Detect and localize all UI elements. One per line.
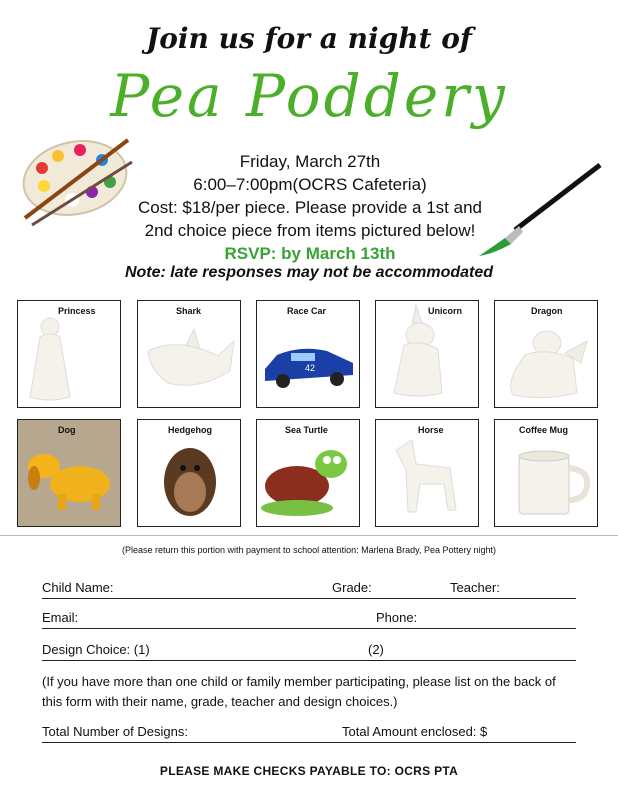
piece-label: Princess [58,306,96,316]
child-name-label: Child Name: [42,580,114,595]
sea-turtle-figurine-icon [257,420,360,527]
unicorn-figurine-icon [376,301,479,408]
event-time: 6:00–7:00pm(OCRS Cafeteria) [193,175,427,194]
piece-card-unicorn[interactable] [375,300,479,408]
event-date: Friday, March 27th [239,152,381,171]
coffee-mug-figurine-icon [495,420,598,527]
piece-card-princess[interactable] [17,300,121,408]
second-choice-label: (2) [368,642,384,657]
dragon-figurine-icon [495,301,598,408]
event-info [100,150,520,265]
event-title: Pea Poddery [110,62,508,130]
contact-line[interactable] [42,606,576,629]
princess-figurine-icon [18,301,121,408]
headline: Join us for a night of [146,22,472,55]
shark-figurine-icon [138,301,241,408]
piece-label: Race Car [287,306,327,316]
return-instructions: (Please return this portion with payment to school attention: Marlena Brady, Pea Pottery night) [121,545,497,555]
phone-label: Phone: [376,610,418,625]
total-designs-label: Total Number of Designs: [42,724,188,739]
piece-card-sea-turtle[interactable] [256,419,360,527]
piece-card-hedgehog[interactable] [137,419,241,527]
piece-label: Unicorn [428,306,463,316]
cost-line-1: Cost: $18/per piece. Please provide a 1st and [138,198,482,217]
dog-figurine-icon [18,420,121,527]
late-response-note: Note: late responses may not be accommodated [124,264,494,281]
piece-card-coffee-mug[interactable] [494,419,598,527]
child-info-line[interactable] [42,576,576,599]
email-label: Email: [42,610,79,625]
piece-label: Coffee Mug [519,425,568,435]
piece-card-dog[interactable] [17,419,121,527]
rsvp-deadline: RSVP: by March 13th [224,244,396,263]
cost-line-2: 2nd choice piece from items pictured below! [144,221,476,240]
cut-divider [0,535,618,536]
piece-card-horse[interactable] [375,419,479,527]
multiple-participants-note: (If you have more than one child or family member participating, please list on the back of this form with their name, grade, teacher and design choices.) [42,674,556,709]
race-car-figurine-icon [257,301,360,408]
piece-label: Horse [418,425,444,435]
horse-figurine-icon [376,420,479,527]
design-choice-line[interactable] [42,638,576,661]
piece-label: Dog [58,425,76,435]
total-amount-label: Total Amount enclosed: $ [342,724,488,739]
piece-label: Sea Turtle [285,425,328,435]
grade-label: Grade: [332,580,372,595]
totals-line[interactable] [42,720,576,743]
hedgehog-figurine-icon [138,420,241,527]
piece-label: Shark [176,306,202,316]
piece-label: Hedgehog [168,425,212,435]
piece-card-race-car[interactable] [256,300,360,408]
piece-label: Dragon [531,306,563,316]
svg-text:42: 42 [305,363,316,373]
teacher-label: Teacher: [450,580,500,595]
piece-card-dragon[interactable] [494,300,598,408]
piece-card-shark[interactable] [137,300,241,408]
design-choice-label: Design Choice: (1) [42,642,150,657]
checks-payable-note: PLEASE MAKE CHECKS PAYABLE TO: OCRS PTA [159,764,459,778]
